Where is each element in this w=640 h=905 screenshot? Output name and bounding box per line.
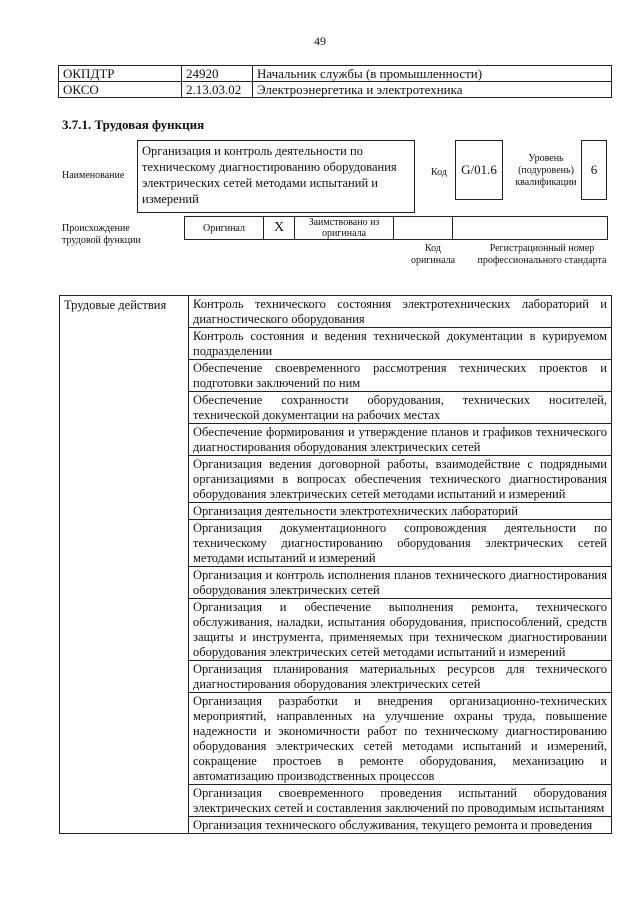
reg-number-caption: Регистрационный номер профессионального стандарта [477, 243, 607, 266]
classifier-name: ОКСО [59, 82, 182, 98]
origin-row [185, 217, 608, 240]
labor-actions-table [59, 295, 612, 834]
labor-action-item: Организация планирования материальных ресурсов для технического диагностирования оборудования электрических сетей [189, 661, 612, 693]
labor-action-item: Организация и обеспечение выполнения ремонта, технического обслуживания, наладки, испытания оборудования, приспособлений, средств защиты и инструмента, применяемых при техническом диагностировании оборудования электрических сетей методами испытаний и измерений [189, 599, 612, 661]
labor-action-item: Организация технического обслуживания, текущего ремонта и проведения [189, 817, 612, 834]
original-code-cell [394, 217, 453, 240]
labor-action-item: Обеспечение сохранности оборудования, технических носителей, технической документации на рабочих местах [189, 392, 612, 424]
original-label: Оригинал [185, 217, 264, 240]
code-label: Код [431, 167, 447, 178]
labor-action-item: Организация документационного сопровождения деятельности по техническому диагностированию оборудования электрических сетей методами испытаний и измерений [189, 520, 612, 567]
labor-action-item: Организация разработки и внедрения организационно-технических мероприятий, направленных на улучшение охраны труда, повышение надежности и экономичности работ по техническому диагностированию оборудования электрических сетей методами испытаний и измерений, сокращение простоев в ремонте оборудования, механизацию и автоматизацию производственных процессов [189, 693, 612, 785]
name-label: Наименование [62, 170, 125, 181]
labor-action-item: Обеспечение своевременного рассмотрения технических проектов и подготовки заключений по ним [189, 360, 612, 392]
section-heading: 3.7.1. Трудовая функция [62, 117, 205, 132]
origin-table [184, 216, 608, 240]
function-name: Организация и контроль деятельности по техническому диагностированию оборудования электрических сетей методами испытаний и измерений [137, 140, 415, 213]
classifier-codes-table [58, 65, 612, 98]
page-number: 49 [314, 34, 326, 48]
labor-action-item: Контроль состояния и ведения технической документации в курируемом подразделении [189, 328, 612, 360]
classifier-title: Начальник службы (в промышленности) [253, 66, 612, 82]
original-mark: X [264, 217, 295, 240]
labor-action-item: Организация деятельности электротехнических лабораторий [189, 503, 612, 520]
labor-action-item: Организация ведения договорной работы, взаимодействие с подрядными организациями в вопросах обеспечения технического диагностирования оборудования электрических сетей методами испытаний и измерений [189, 456, 612, 503]
classifier-code: 24920 [182, 66, 253, 82]
borrowed-label: Заимствовано из оригинала [295, 217, 394, 240]
labor-action-item: Организация и контроль исполнения планов технического диагностирования оборудования электрических сетей [189, 567, 612, 599]
classifier-row [59, 82, 612, 98]
labor-action-item: Организация своевременного проведения испытаний оборудования электрических сетей и составления заключений по проводимым испытаниям [189, 785, 612, 817]
classifier-row [59, 66, 612, 82]
reg-number-cell [453, 217, 608, 240]
labor-action-item: Контроль технического состояния электротехнических лабораторий и диагностического оборудования [189, 296, 612, 328]
classifier-code: 2.13.03.02 [182, 82, 253, 98]
classifier-title: Электроэнергетика и электротехника [253, 82, 612, 98]
table-row [60, 296, 612, 328]
function-code: G/01.6 [455, 140, 503, 200]
level-label: Уровень (подуровень) квалификации [515, 153, 577, 188]
original-code-caption: Код оригинала [410, 243, 456, 266]
labor-actions-header: Трудовые действия [60, 296, 189, 834]
labor-action-item: Обеспечение формирования и утверждение планов и графиков технического диагностирования оборудования электрических сетей [189, 424, 612, 456]
classifier-name: ОКПДТР [59, 66, 182, 82]
origin-label: Происхождение трудовой функции [62, 223, 141, 246]
qualification-level: 6 [581, 140, 607, 200]
